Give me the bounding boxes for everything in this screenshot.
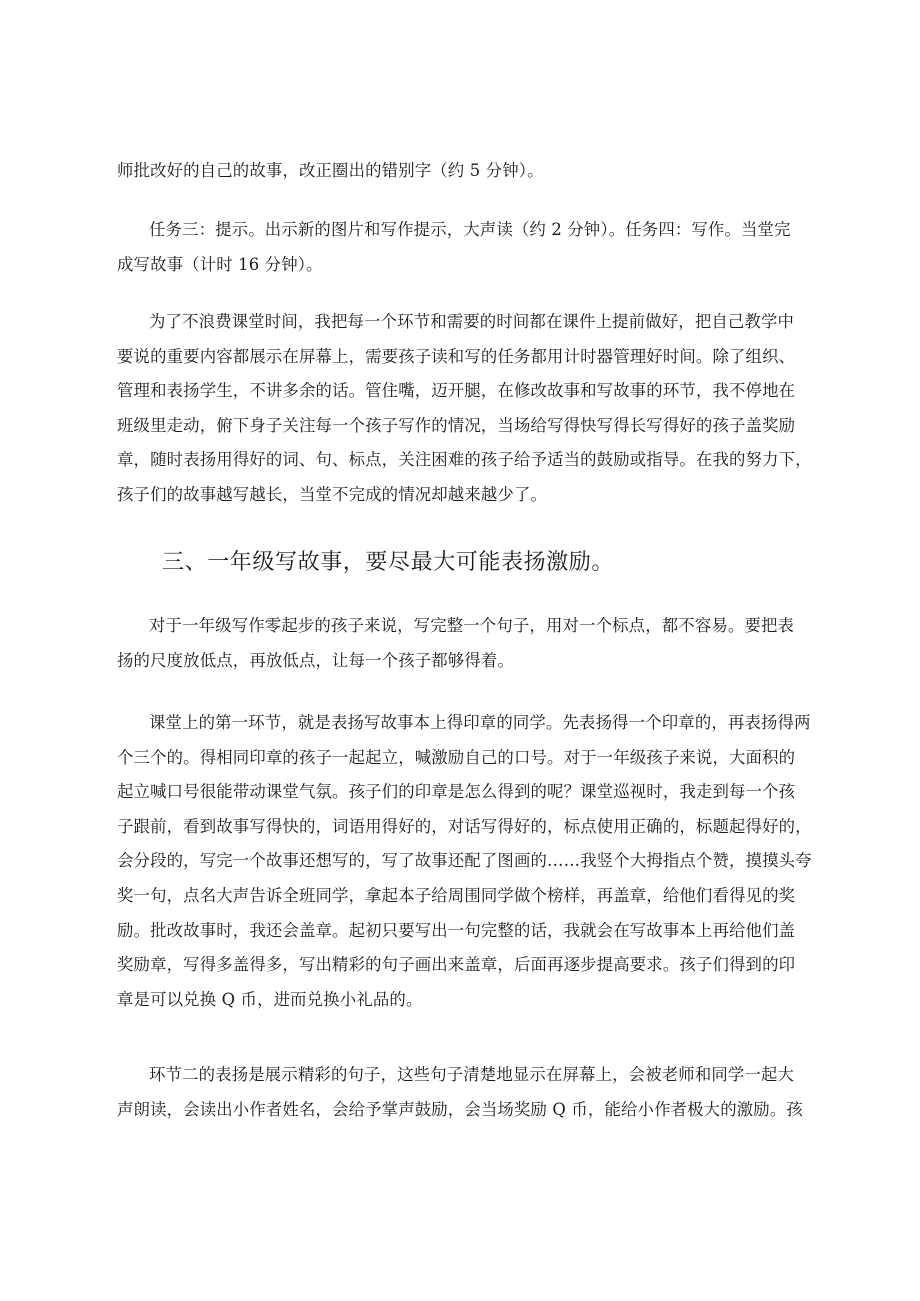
paragraph-sentence-showcase	[117, 1058, 823, 1127]
text-line: 声朗读，会读出小作者姓名，会给予掌声鼓励，会当场奖励 Q 币，能给小作者极大的激励。孩	[117, 1099, 803, 1119]
text-line: 管理和表扬学生，不讲多余的话。管住嘴，迈开腿，在修改故事和写故事的环节，我不停地在	[117, 381, 796, 401]
paragraph-task-two-end	[117, 154, 823, 189]
text-line: 课堂上的第一环节，就是表扬写故事本上得印章的同学。先表扬得一个印章的，再表扬得两	[149, 713, 811, 732]
text-line: 奖一句，点名大声告诉全班同学，拿起本子给周围同学做个榜样，再盖章，给他们看得见的奖	[117, 885, 796, 905]
text-line: 要说的重要内容都展示在屏幕上，需要孩子读和写的任务都用计时器管理好时间。除了组织、	[117, 346, 796, 366]
text-line: 成写故事（计时 16 分钟）。	[117, 254, 323, 274]
text-line: 子跟前，看到故事写得快的，词语用得好的，对话写得好的，标点使用正确的，标题起得好的，	[117, 816, 812, 836]
paragraph-stamp-praise	[117, 706, 823, 1017]
text-line: 孩子们的故事越写越长，当堂不完成的情况却越来越少了。	[117, 484, 548, 504]
text-line: 师批改好的自己的故事，改正圈出的错别字（约 5 分钟）。	[117, 161, 544, 180]
text-line: 个三个的。得相同印章的孩子一起起立，喊激励自己的口号。对于一年级孩子来说，大面积的	[117, 747, 796, 767]
text-line: 任务三：提示。出示新的图片和写作提示，大声读（约 2 分钟）。任务四：写作。当堂完	[149, 220, 791, 239]
text-line: 为了不浪费课堂时间，我把每一个环节和需要的时间都在课件上提前做好，把自己教学中	[149, 312, 795, 331]
text-line: 会分段的，写完一个故事还想写的，写了故事还配了图画的……我竖个大拇指点个赞，摸摸头夸	[117, 851, 812, 871]
text-line: 章，随时表扬用得好的词、句、标点，关注困难的孩子给予适当的鼓励或指导。在我的努力下，	[117, 450, 812, 470]
paragraph-task-three-four	[117, 213, 823, 282]
paragraph-time-management	[117, 305, 823, 513]
text-line: 励。批改故事时，我还会盖章。起初只要写出一句完整的话，我就会在写故事本上再给他们盖	[117, 920, 796, 940]
text-line: 起立喊口号很能带动课堂气氛。孩子们的印章是怎么得到的呢？课堂巡视时，我走到每一个孩	[117, 782, 796, 802]
paragraph-praise-standard	[117, 609, 823, 678]
section-heading: 三、一年级写故事，要尽最大可能表扬激励。	[162, 550, 615, 575]
text-line: 扬的尺度放低点，再放低点，让每一个孩子都够得着。	[117, 650, 514, 670]
text-line: 班级里走动，俯下身子关注每一个孩子写作的情况，当场给写得快写得长写得好的孩子盖奖励	[117, 415, 796, 435]
text-line: 环节二的表扬是展示精彩的句子，这些句子清楚地显示在屏幕上，会被老师和同学一起大	[149, 1065, 795, 1084]
text-line: 对于一年级写作零起步的孩子来说，写完整一个句子，用对一个标点，都不容易。要把表	[149, 616, 795, 635]
text-line: 章是可以兑换 Q 币，进而兑换小礼品的。	[117, 989, 423, 1009]
text-line: 奖励章，写得多盖得多，写出精彩的句子画出来盖章，后面再逐步提高要求。孩子们得到的印	[117, 955, 796, 975]
